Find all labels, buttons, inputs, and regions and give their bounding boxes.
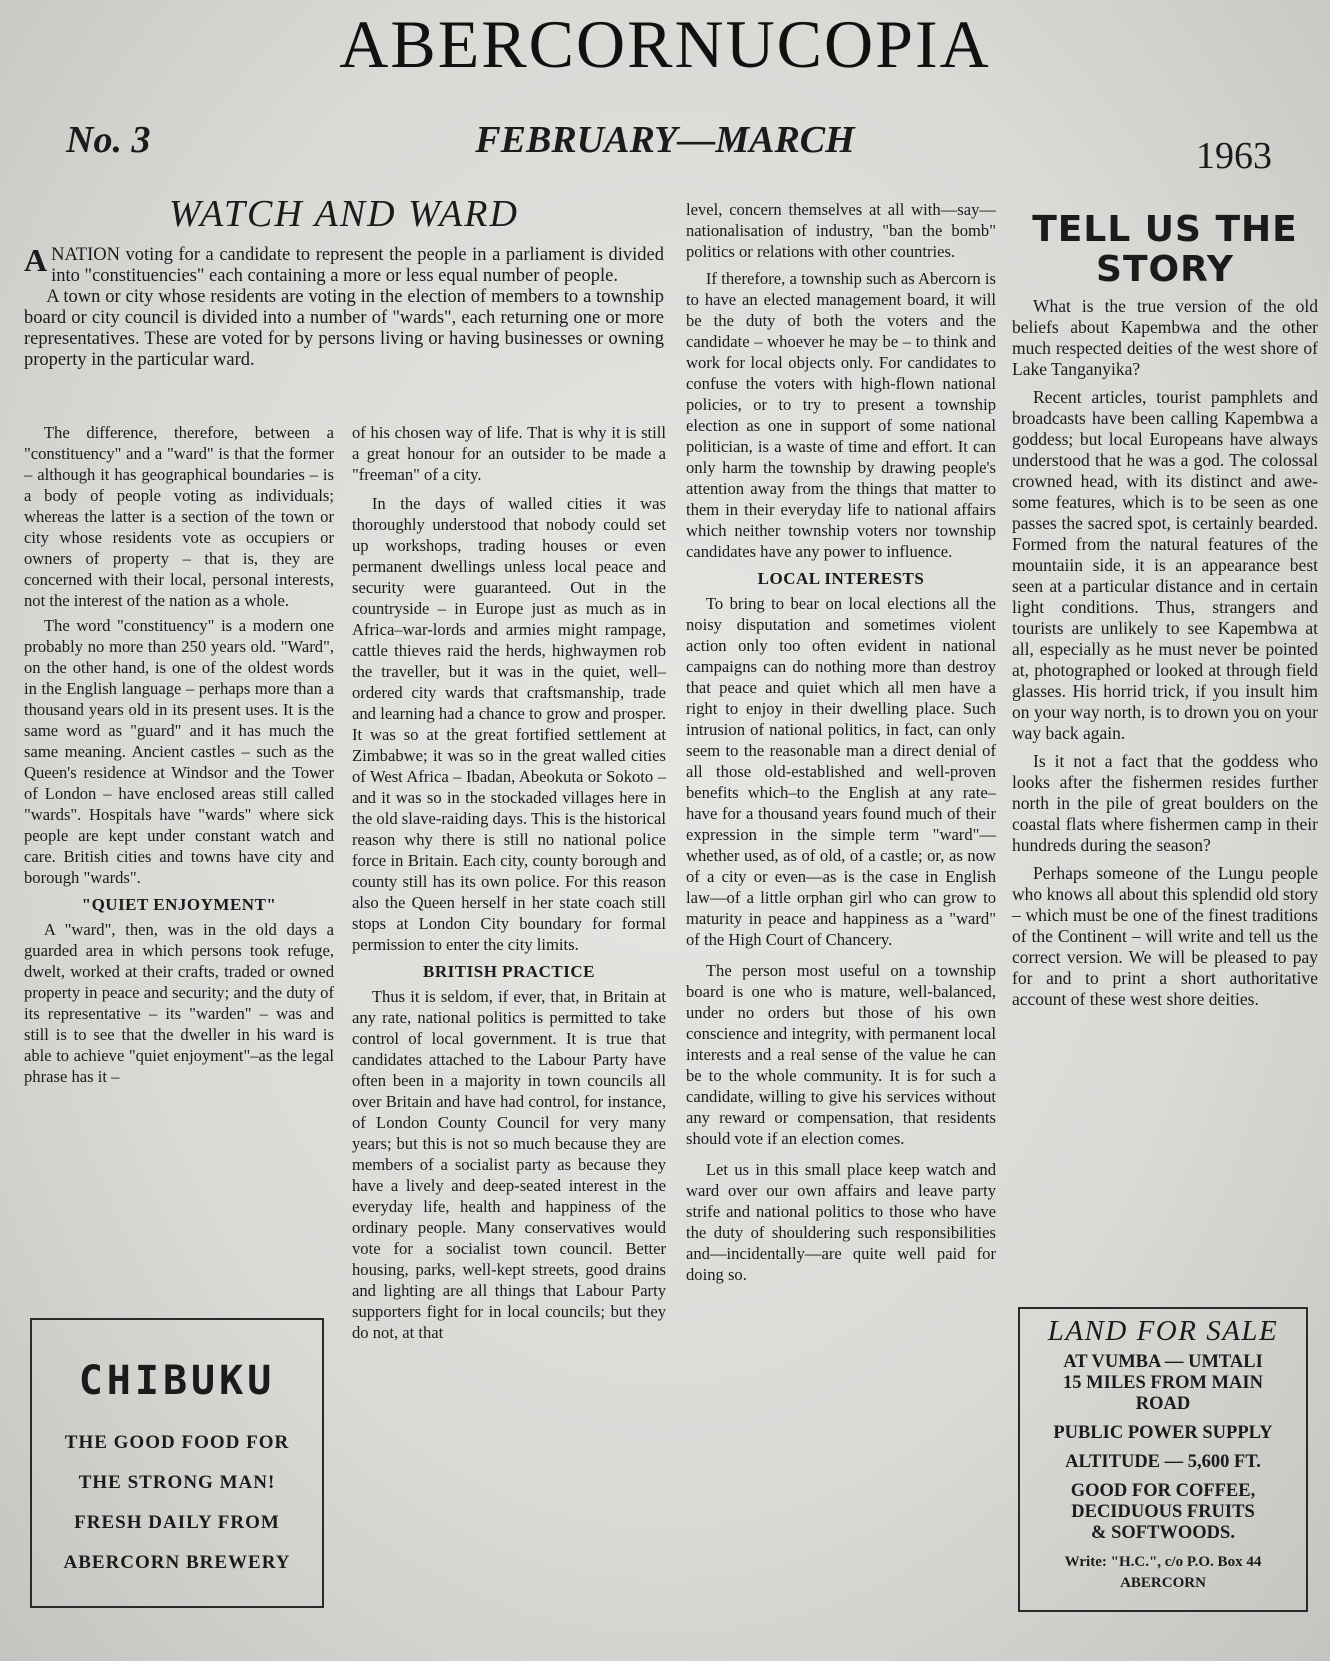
tell-body [1012, 296, 1318, 1010]
column-2-paragraph-1: of his chosen way of life. That is why it is still a great honour for an outsider to be made a "freeman" of a city. [352, 423, 666, 484]
sale-line-7: DECIDUOUS FRUITS [1071, 1502, 1255, 1522]
column-1-paragraph-1: The difference, therefore, between a "constituency" and a "ward" is that the former – although it has geographical boundaries – is a body of people voting as individuals; whereas the latter is a section of the town or city whose residents vote as occupiers or owners of property – that is, they are concerned with their local, personal interests, not the interest of the nation as a whole. [24, 423, 334, 610]
sale-line-10: ABERCORN [1120, 1575, 1206, 1591]
article-column-1 [24, 422, 334, 1087]
column-3-paragraph-3: To bring to bear on local elections all the noisy disputation and sometimes violent action only too often evident in national campaigns can do nothing more than destroy that peace and quiet which all men have a right to enjoy in their dwelling place. Such intrusion of national politics, in fact, can only seem to the reasonable man a direct denial of all those old-established and well-proven benefits which–to the English at any rate–have for a thousand years found much of their expression in the simple term "ward"—whether used, as of old, of a castle; or, as now of a city or even—as is the case in English law—of a little orphan girl who can grow to maturity in peace and happiness as a "ward" of the High Court of Chancery. [686, 594, 996, 949]
chibuku-brand: CHIBUKU [78, 1358, 276, 1404]
column-2-paragraph-2: In the days of walled cities it was thoroughly understood that nobody could set up workshops, trading houses or even permanent dwellings unless local peace and security were guaranteed. Out in the countryside – in Europe just as much as in Africa–war-lords and armies might rampage, cattle thieves raid the herds, highwaymen rob the traveller, but it was in the quiet, well–ordered city wards that craftsmanship, trade and learning had a chance to grow and prosper. It was so at the great fortified settlement at Zimbabwe; it was so in the great walled cities of West Africa – Ibadan, Abeokuta or Sokoto – and it was so in the stockaded villages here in the old slave-raiding days. This is the historical reason why there is still no national police force in Britain. Each city, county borough and county still has its own police. For this reason also the Queen herself in her state coach still stops at London City boundary for formal permission to enter the city limits. [352, 494, 666, 954]
article-column-2 [352, 422, 666, 1343]
column-3-paragraph-5: Let us in this small place keep watch and ward over our own affairs and leave party strife and national politics to those who have the duty of shouldering such responsibilities and—incidentally—are quite well paid for doing so. [686, 1160, 996, 1284]
article-lead [24, 242, 664, 371]
column-1-paragraph-3: A "ward", then, was in the old days a guarded area in which persons took refuge, dwelt, worked at their crafts, traded or owned property in peace and security; and the duty of its representative – its "warden" – was and still is to see that the dweller in his ward is able to achieve "quiet enjoyment"–as the legal phrase has it – [24, 920, 334, 1086]
subheading-british-practice: BRITISH PRACTICE [423, 962, 595, 981]
issue-number: No. 3 [66, 119, 151, 161]
sale-line-8: & SOFTWOODS. [1091, 1523, 1235, 1543]
sale-line-4: PUBLIC POWER SUPPLY [1053, 1423, 1273, 1443]
sale-line-2: 15 MILES FROM MAIN [1063, 1373, 1263, 1393]
land-for-sale-advertisement [1018, 1307, 1308, 1612]
sale-line-1: AT VUMBA — UMTALI [1063, 1352, 1263, 1372]
sale-line-3: ROAD [1135, 1394, 1191, 1414]
column-3-paragraph-4: The person most useful on a township board is one who is mature, well-balanced, under no orders but those of his own conscience and integrity, with permanent local interests and a real sense of the value he can be to the whole community. It is for such a candidate, willing to give his services without any reward or compensation, that residents should vote if an election comes. [686, 961, 996, 1148]
sale-line-5: ALTITUDE — 5,600 FT. [1065, 1452, 1261, 1472]
lead-paragraph-1: NATION voting for a candidate to represent the people in a parliament is divided into "constituencies" each containing a more or less equal number of people. [51, 245, 664, 286]
tell-heading-line-1: TELL US THE [1032, 209, 1298, 250]
subheading-local-interests: LOCAL INTERESTS [757, 569, 925, 588]
masthead-title: ABERCORNUCOPIA [339, 6, 991, 82]
issue-year: 1963 [1196, 135, 1272, 177]
tell-heading-line-2: STORY [1096, 249, 1234, 290]
tell-paragraph-2: Recent articles, tourist pamphlets and broadcasts have been calling Kapembwa a goddess; but local Europeans have always understood that he was a god. The colossal crowned head, with its distinct and awe-some features, which is to be seen as one passes the sacred spot, is certainly bearded. Formed from the natural features of the mountaiin side, it is an appearance best seen at a particular distance and in certain light conditions. Thus, strangers and tourists are unlikely to see Kapembwa at all, especially as he must never be pointed at, photographed or looked at through field glasses. His horrid trick, if you insult him on your way north, is to drown you on your way back again. [1012, 387, 1318, 743]
column-3-paragraph-1: level, concern themselves at all with—say—nationalisation of industry, "ban the bomb" politics or relations with other countries. [686, 200, 996, 261]
subheading-quiet-enjoyment: "QUIET ENJOYMENT" [81, 895, 277, 914]
sale-title: LAND FOR SALE [1047, 1315, 1279, 1347]
issue-dateline: FEBRUARY—MARCH [475, 119, 855, 161]
sale-line-6: GOOD FOR COFFEE, [1070, 1481, 1256, 1501]
article-heading-watch-and-ward: WATCH AND WARD [169, 193, 519, 235]
column-3-paragraph-2: If therefore, a township such as Abercorn is to have an elected management board, it will be the duty of both the voters and the candidate – whoever he may be – to think and work for local objects only. For candidates to confuse the voters with high-flown national policies, or to try to present a township election as one in support of some national politician, is a waste of time and effort. It can only harm the township by drawing people's attention away from the things that matter to them in their everyday life to national affairs which neither township voters nor township candidates have any power to influence. [686, 269, 996, 561]
lead-paragraph-2: A town or city whose residents are voting in the election of members to a township board or city council is divided into a number of "wards", each returning one or more representatives. These are voted for by persons living or having businesses or owning property in the particular ward. [24, 287, 664, 370]
chibuku-line-2: THE STRONG MAN! [78, 1472, 276, 1493]
chibuku-line-4: ABERCORN BREWERY [63, 1552, 291, 1573]
chibuku-advertisement [30, 1318, 324, 1608]
article-column-3 [686, 199, 996, 1285]
tell-paragraph-3: Is it not a fact that the goddess who looks after the fishermen resides further north in the pile of great boulders on the coastal flats where fishermen camp in their hundreds during the season? [1012, 751, 1318, 855]
sale-line-9: Write: "H.C.", c/o P.O. Box 44 [1064, 1554, 1262, 1570]
tell-paragraph-1: What is the true version of the old beliefs about Kapembwa and the other much respected deities of the west shore of Lake Tanganyika? [1012, 296, 1318, 379]
tell-us-article [1012, 210, 1318, 1010]
chibuku-line-3: FRESH DAILY FROM [74, 1512, 280, 1533]
tell-paragraph-4: Perhaps someone of the Lungu people who knows all about this splendid old story – which must be one of the finest traditions of the Continent – will write and tell us the correct version. We will be pleased to pay for and to print a short authoritative account of these west shore deities. [1012, 863, 1318, 1009]
chibuku-line-1: THE GOOD FOOD FOR [64, 1432, 290, 1453]
watch-article-header [24, 195, 664, 371]
column-2-paragraph-3: Thus it is seldom, if ever, that, in Britain at any rate, national politics is permitted to take control of local government. It is true that candidates attached to the Labour Party have often been in a majority in town councils all over Britain and have had control, for instance, of London County Council for very many years; but this is not so much because they are members of a socialist party as because they have a lively and deep-seated interest in the everyday life, health and happiness of the ordinary people. Many conservatives would vote for a socialist town council. Better housing, parks, well-kept streets, good drains and lighting are all things that Labour Party supporters fight for in local councils; but they do not, at that [352, 987, 666, 1342]
drop-cap: A [24, 242, 48, 278]
column-1-paragraph-2: The word "constituency" is a modern one probably no more than 250 years old. "Ward", on the other hand, is one of the oldest words in the English language – perhaps more than a thousand years old in its present uses. It is the same word as "guard" and it has much the same meaning. Ancient castles – such as the Queen's residence at Windsor and the Tower of London – have enclosed areas still called "wards". Hospitals have "wards" where sick people are kept under constant watch and care. British cities and towns have city and borough "wards". [24, 616, 334, 887]
